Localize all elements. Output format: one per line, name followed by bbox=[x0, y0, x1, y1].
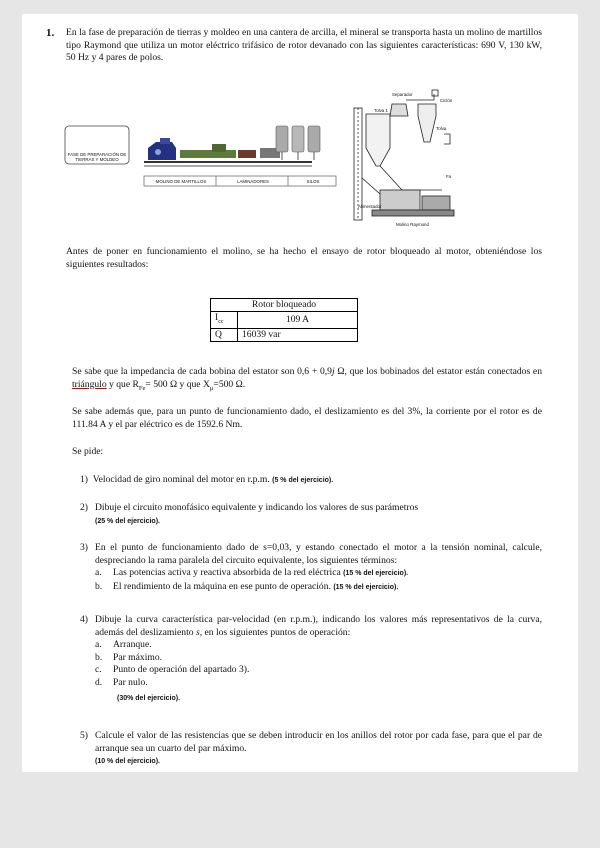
label-molino-martillos: MOLINO DE MARTILLOS bbox=[155, 179, 207, 184]
phase-box-label: FASE DE PREPARACIÓN DE TIERRAS Y MOLDEO bbox=[67, 152, 127, 163]
label-ciclon: Ciclón bbox=[440, 98, 453, 103]
question-4a: a. Arranque. bbox=[95, 639, 152, 651]
question-3a: a. Las potencias activa y reactiva absorbida de la red eléctrica (15 % del ejercicio). bbox=[95, 567, 409, 579]
se-pide: Se pide: bbox=[72, 446, 104, 457]
rotor-table bbox=[210, 298, 358, 342]
hammer-mill-machine bbox=[148, 142, 176, 160]
document-page bbox=[22, 14, 578, 772]
question-4-pct: (30% del ejercicio). bbox=[117, 694, 181, 702]
label-alimentador: Alimentador bbox=[358, 204, 382, 209]
question-4c: c. Punto de operación del apartado 3). bbox=[95, 664, 250, 676]
label-separador: Separador bbox=[392, 92, 413, 97]
question-4b: b. Par máximo. bbox=[95, 651, 163, 663]
raymond-mill-drawing bbox=[354, 90, 454, 220]
label-fa: Fa bbox=[446, 174, 452, 179]
problem-intro: En la fase de preparación de tierras y moldeo en una cantera de arcilla, el mineral se transporta hasta un molino de martillos tipo Raymond que utiliza un motor eléctrico trifásico de rotor devanado con las siguientes características: 690 V, 130 kW, 50 Hz y 4 pares de polos. bbox=[66, 27, 542, 64]
silos-drawing bbox=[276, 126, 320, 160]
table-row bbox=[211, 328, 358, 341]
question-2: 2) Dibuje el circuito monofásico equivalente y indicando los valores de sus parámetros (25 % del ejercicio). bbox=[80, 502, 419, 525]
laminator-belt bbox=[180, 150, 236, 158]
row-label-icc: $I_{cc}$ bbox=[211, 312, 238, 329]
question-3b: b. El rendimiento de la máquina en ese punto de operación. (15 % del ejercicio). bbox=[95, 580, 399, 592]
question-4: 4) Dibuje la curva característica par-velocidad (en r.p.m.), indicando los valores más representativos de la curva, además del deslizamiento s, en los siguientes puntos de operación: a. Arranque. b. Par máximo. c. Punto de operación del apartado 3). d. Par nulo. (30% del ejercicio). bbox=[80, 614, 542, 705]
row-value-icc: 109 A bbox=[238, 312, 358, 329]
process-diagram bbox=[62, 86, 550, 234]
label-tolva1: Tolva 1 bbox=[374, 108, 388, 113]
impedance-text: Se sabe que la impedancia de cada bobina del estator son 0,6 + 0,9j Ω, que los bobinados del estator están conectados en triángulo y que $R_{Fe}= 500$ Ω y que $X_\mu=500$ Ω. bbox=[72, 366, 542, 392]
label-tolva: Tolva bbox=[436, 126, 447, 131]
question-1: 1) Velocidad de giro nominal del motor en r.p.m. (5 % del ejercicio). bbox=[80, 474, 334, 485]
question-3: 3) En el punto de funcionamiento dado de s=0,03, y estando conectado el motor a la tensión nominal, calcule, despreciando la rama paralela del circuito equivalente, los siguientes términos: a. Las potencias activa y reactiva absorbida de la red eléctrica (15 % del ejercicio). b. El rendimiento de la máquina en ese punto de operación. (15 % del ejercicio). bbox=[80, 542, 542, 594]
process-figure bbox=[62, 86, 550, 234]
table-row bbox=[211, 312, 358, 329]
question-5: 5) Calcule el valor de las resistencias que se deben introducir en los anillos del rotor por cada fase, para que el par de arranque sea un cuarto del par máximo. (10 % del ejercicio). bbox=[80, 730, 542, 766]
triangulo-word: triángulo bbox=[72, 378, 107, 390]
row-value-q: 16039 var bbox=[238, 328, 358, 341]
label-silos: SILOS bbox=[306, 179, 320, 184]
rotor-intro-text: Antes de poner en funcionamiento el molino, se ha hecho el ensayo de rotor bloqueado al motor, obteniéndose los siguientes resultados: bbox=[66, 246, 542, 270]
question-4d: d. Par nulo. bbox=[95, 676, 148, 688]
label-molino-raymond: Molino Raymond bbox=[396, 222, 429, 227]
slip-text: Se sabe además que, para un punto de funcionamiento dado, el deslizamiento es del 3%, la corriente por el rotor es de 111.84 A y el par eléctrico es de 1592.6 Nm. bbox=[72, 406, 542, 430]
rotor-table-title: Rotor bloqueado bbox=[211, 299, 358, 312]
problem-number: 1. bbox=[46, 27, 55, 39]
row-label-q: Q bbox=[211, 328, 238, 341]
label-laminadores: LAMINADORES bbox=[237, 179, 269, 184]
